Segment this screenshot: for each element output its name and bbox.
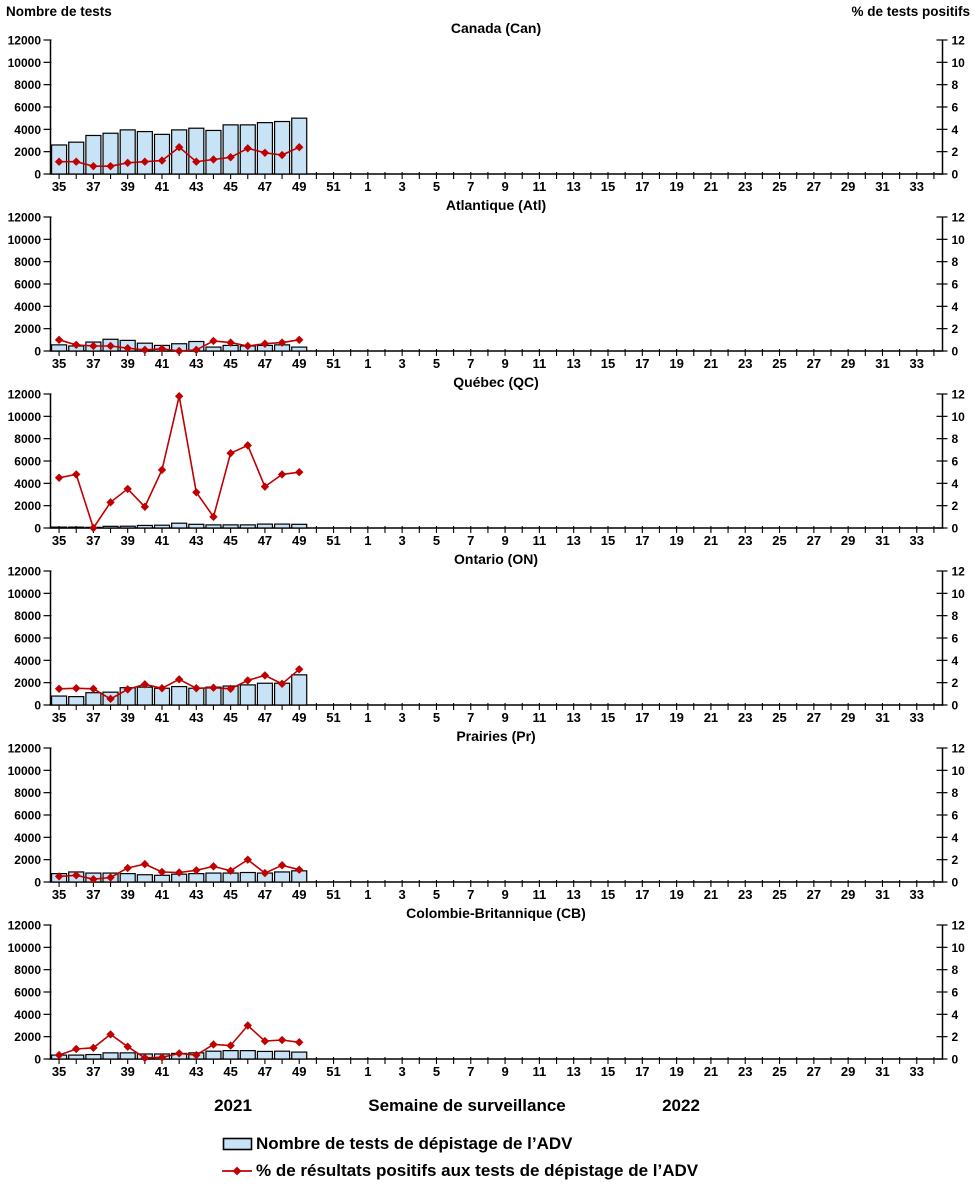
tests-bars [52,523,307,528]
svg-text:10: 10 [951,55,965,70]
svg-text:29: 29 [840,179,856,194]
svg-text:51: 51 [326,179,341,194]
svg-text:19: 19 [669,356,684,371]
svg-text:8000: 8000 [14,255,41,270]
svg-text:39: 39 [120,533,135,548]
svg-text:29: 29 [840,356,856,371]
svg-text:51: 51 [326,887,341,902]
svg-text:17: 17 [635,179,650,194]
svg-text:9: 9 [501,887,509,902]
year-label-2021: 2021 [214,1096,252,1115]
svg-text:6000: 6000 [14,808,41,823]
svg-text:0: 0 [34,698,41,713]
svg-text:21: 21 [703,1064,719,1079]
svg-text:11: 11 [532,1064,547,1079]
svg-text:31: 31 [875,710,890,725]
panel-prairies-pr [8,728,966,902]
svg-text:12000: 12000 [7,387,41,402]
svg-text:19: 19 [669,1064,684,1079]
svg-text:41: 41 [154,710,170,725]
svg-text:8: 8 [951,786,959,801]
svg-text:43: 43 [189,1064,204,1079]
svg-text:8: 8 [951,432,959,447]
svg-text:43: 43 [189,887,204,902]
svg-text:37: 37 [86,356,101,371]
svg-text:31: 31 [875,1064,890,1079]
svg-text:12: 12 [951,918,965,933]
svg-text:35: 35 [51,356,67,371]
svg-text:27: 27 [806,887,822,902]
svg-text:12: 12 [951,564,965,579]
svg-text:5: 5 [432,710,441,725]
svg-text:12: 12 [951,387,965,402]
svg-text:45: 45 [223,179,238,194]
svg-text:6000: 6000 [14,454,41,469]
svg-text:23: 23 [737,179,753,194]
panel-title: Atlantique (Atl) [445,197,547,213]
svg-text:45: 45 [223,887,238,902]
svg-text:29: 29 [840,710,856,725]
svg-text:6000: 6000 [14,985,41,1000]
svg-text:0: 0 [951,344,959,359]
svg-text:6000: 6000 [14,100,41,115]
svg-text:35: 35 [51,887,67,902]
svg-text:4000: 4000 [14,653,41,668]
svg-text:2000: 2000 [14,1030,41,1045]
svg-text:2000: 2000 [14,853,41,868]
svg-text:0: 0 [951,875,959,890]
svg-text:1: 1 [364,1064,372,1079]
svg-text:3: 3 [398,533,406,548]
svg-text:2000: 2000 [14,322,41,337]
svg-text:49: 49 [291,356,307,371]
svg-text:19: 19 [669,533,684,548]
svg-text:2000: 2000 [14,499,41,514]
svg-text:31: 31 [875,356,890,371]
svg-text:8000: 8000 [14,786,41,801]
svg-text:12: 12 [951,210,965,225]
svg-text:0: 0 [34,521,41,536]
svg-text:15: 15 [600,179,616,194]
svg-text:3: 3 [398,1064,406,1079]
svg-text:23: 23 [737,1064,753,1079]
svg-text:15: 15 [600,710,616,725]
svg-text:2: 2 [951,676,959,691]
svg-text:11: 11 [532,710,547,725]
svg-text:51: 51 [326,533,341,548]
svg-text:29: 29 [840,1064,856,1079]
svg-text:0: 0 [34,1052,41,1067]
svg-text:19: 19 [669,710,684,725]
svg-text:39: 39 [120,179,135,194]
svg-text:0: 0 [951,1052,959,1067]
svg-text:8000: 8000 [14,78,41,93]
svg-text:0: 0 [34,167,41,182]
svg-text:12000: 12000 [7,741,41,756]
svg-text:13: 13 [566,1064,581,1079]
svg-text:41: 41 [154,887,170,902]
svg-text:7: 7 [467,533,475,548]
svg-text:21: 21 [703,356,719,371]
svg-text:27: 27 [806,710,822,725]
svg-text:19: 19 [669,179,684,194]
svg-text:13: 13 [566,533,581,548]
svg-text:5: 5 [432,533,441,548]
legend-bars-item [222,1132,572,1156]
svg-text:10: 10 [951,763,965,778]
panel-atlantique-atl [8,197,966,371]
svg-text:4000: 4000 [14,122,41,137]
svg-text:13: 13 [566,179,581,194]
svg-text:0: 0 [951,521,959,536]
svg-text:2: 2 [951,499,959,514]
svg-text:2: 2 [951,853,959,868]
svg-text:8000: 8000 [14,432,41,447]
svg-text:45: 45 [223,533,238,548]
svg-text:27: 27 [806,179,822,194]
svg-text:12: 12 [951,33,965,48]
svg-text:8: 8 [951,78,959,93]
svg-text:33: 33 [909,179,925,194]
svg-text:33: 33 [909,710,925,725]
svg-text:27: 27 [806,356,822,371]
svg-text:25: 25 [772,887,787,902]
svg-text:21: 21 [703,179,719,194]
svg-text:0: 0 [34,344,41,359]
svg-text:33: 33 [909,356,925,371]
svg-text:47: 47 [257,356,273,371]
svg-text:8: 8 [951,963,959,978]
svg-text:4000: 4000 [14,1007,41,1022]
svg-text:47: 47 [257,1064,273,1079]
svg-text:4: 4 [951,1007,959,1022]
svg-text:21: 21 [703,533,719,548]
svg-text:45: 45 [223,356,238,371]
svg-text:37: 37 [86,179,101,194]
svg-text:1: 1 [364,179,372,194]
svg-text:41: 41 [154,1064,170,1079]
svg-text:35: 35 [51,1064,67,1079]
panel-ontario-on [8,551,966,725]
svg-text:31: 31 [875,887,890,902]
svg-text:49: 49 [291,179,307,194]
panel-title: Prairies (Pr) [456,728,536,744]
svg-text:37: 37 [86,533,101,548]
svg-text:37: 37 [86,887,101,902]
panel-title: Québec (QC) [453,374,539,390]
svg-text:1: 1 [364,533,372,548]
panel-canada-can [8,20,966,194]
svg-text:23: 23 [737,887,753,902]
svg-text:15: 15 [600,356,616,371]
svg-text:3: 3 [398,710,406,725]
svg-text:37: 37 [86,710,101,725]
svg-text:35: 35 [51,533,67,548]
svg-text:12000: 12000 [7,564,41,579]
svg-text:10000: 10000 [7,586,41,601]
svg-text:49: 49 [291,710,307,725]
svg-text:0: 0 [951,698,959,713]
svg-text:49: 49 [291,887,307,902]
svg-text:49: 49 [291,533,307,548]
svg-text:39: 39 [120,710,135,725]
svg-text:11: 11 [532,179,547,194]
panel-title: Colombie-Britannique (CB) [406,905,586,921]
svg-text:4: 4 [951,830,959,845]
svg-text:8000: 8000 [14,963,41,978]
svg-text:0: 0 [951,167,959,182]
svg-text:31: 31 [875,533,890,548]
svg-text:17: 17 [635,710,650,725]
svg-text:2000: 2000 [14,145,41,160]
svg-text:41: 41 [154,533,170,548]
svg-text:8: 8 [951,609,959,624]
svg-text:27: 27 [806,1064,822,1079]
svg-text:25: 25 [772,179,787,194]
svg-text:12000: 12000 [7,33,41,48]
svg-text:29: 29 [840,887,856,902]
svg-text:10: 10 [951,409,965,424]
svg-text:29: 29 [840,533,856,548]
svg-text:25: 25 [772,356,787,371]
legend-line-item [222,1159,698,1183]
svg-text:12: 12 [951,741,965,756]
svg-text:2: 2 [951,1030,959,1045]
svg-text:10000: 10000 [7,763,41,778]
svg-text:1: 1 [364,887,372,902]
svg-text:4: 4 [951,476,959,491]
svg-text:47: 47 [257,533,273,548]
svg-text:13: 13 [566,710,581,725]
svg-text:3: 3 [398,356,406,371]
svg-text:39: 39 [120,356,135,371]
svg-text:6: 6 [951,808,959,823]
svg-text:45: 45 [223,710,238,725]
svg-text:4000: 4000 [14,476,41,491]
svg-text:6: 6 [951,985,959,1000]
svg-text:2000: 2000 [14,676,41,691]
svg-text:3: 3 [398,887,406,902]
svg-text:4: 4 [951,299,959,314]
svg-text:8000: 8000 [14,609,41,624]
svg-text:7: 7 [467,356,475,371]
right-axis-header-label: % de tests positifs [851,4,970,19]
svg-text:47: 47 [257,887,273,902]
svg-text:7: 7 [467,887,475,902]
legend-line-label: % de résultats positifs aux tests de dépistage de l’ADV [256,1161,699,1180]
svg-text:43: 43 [189,710,204,725]
svg-text:7: 7 [467,179,475,194]
svg-text:6000: 6000 [14,631,41,646]
bar-swatch-icon [222,1136,254,1152]
svg-text:41: 41 [154,356,170,371]
svg-text:39: 39 [120,887,135,902]
svg-text:1: 1 [364,710,372,725]
svg-text:13: 13 [566,887,581,902]
svg-text:17: 17 [635,356,650,371]
svg-text:43: 43 [189,356,204,371]
svg-text:49: 49 [291,1064,307,1079]
svg-text:15: 15 [600,533,616,548]
left-axis-header-label: Nombre de tests [6,4,112,19]
svg-text:23: 23 [737,533,753,548]
panel-colombie-britannique-cb [8,905,966,1079]
svg-text:25: 25 [772,1064,787,1079]
panel-quebec-qc [8,374,966,548]
svg-text:21: 21 [703,887,719,902]
svg-text:15: 15 [600,1064,616,1079]
svg-text:9: 9 [501,710,509,725]
svg-text:6: 6 [951,100,959,115]
svg-text:51: 51 [326,356,341,371]
svg-text:0: 0 [34,875,41,890]
svg-text:10000: 10000 [7,940,41,955]
svg-text:7: 7 [467,1064,475,1079]
svg-text:17: 17 [635,1064,650,1079]
svg-text:43: 43 [189,179,204,194]
positivity-line [55,392,304,532]
line-marker-icon [222,1163,254,1179]
svg-text:4000: 4000 [14,830,41,845]
svg-text:33: 33 [909,1064,925,1079]
legend-bars-label: Nombre de tests de dépistage de l’ADV [256,1134,573,1153]
svg-text:10000: 10000 [7,55,41,70]
svg-text:45: 45 [223,1064,238,1079]
svg-text:1: 1 [364,356,372,371]
svg-text:9: 9 [501,356,509,371]
svg-text:17: 17 [635,887,650,902]
svg-text:15: 15 [600,887,616,902]
svg-text:25: 25 [772,710,787,725]
svg-text:13: 13 [566,356,581,371]
svg-text:43: 43 [189,533,204,548]
svg-text:10000: 10000 [7,409,41,424]
svg-text:25: 25 [772,533,787,548]
svg-text:35: 35 [51,179,67,194]
svg-text:37: 37 [86,1064,101,1079]
svg-text:19: 19 [669,887,684,902]
svg-text:5: 5 [432,1064,441,1079]
svg-text:47: 47 [257,710,273,725]
svg-text:6: 6 [951,277,959,292]
svg-text:2: 2 [951,322,959,337]
svg-text:6: 6 [951,454,959,469]
svg-text:27: 27 [806,533,822,548]
svg-text:39: 39 [120,1064,135,1079]
year-label-2022: 2022 [662,1096,700,1115]
svg-text:51: 51 [326,1064,341,1079]
svg-text:9: 9 [501,179,509,194]
svg-text:6000: 6000 [14,277,41,292]
svg-text:11: 11 [532,887,547,902]
svg-text:8: 8 [951,255,959,270]
svg-text:23: 23 [737,356,753,371]
svg-text:12000: 12000 [7,210,41,225]
svg-text:6: 6 [951,631,959,646]
svg-text:23: 23 [737,710,753,725]
svg-text:12000: 12000 [7,918,41,933]
svg-text:5: 5 [432,179,441,194]
svg-text:4000: 4000 [14,299,41,314]
svg-text:10: 10 [951,940,965,955]
svg-text:21: 21 [703,710,719,725]
svg-text:11: 11 [532,356,547,371]
svg-text:3: 3 [398,179,406,194]
panel-title: Canada (Can) [450,20,542,36]
svg-text:10000: 10000 [7,232,41,247]
svg-text:5: 5 [432,887,441,902]
svg-text:10: 10 [951,586,965,601]
svg-text:9: 9 [501,1064,509,1079]
x-axis-title: Semaine de surveillance [368,1096,566,1115]
svg-text:31: 31 [875,179,890,194]
svg-text:10: 10 [951,232,965,247]
svg-text:11: 11 [532,533,547,548]
svg-text:7: 7 [467,710,475,725]
svg-text:17: 17 [635,533,650,548]
svg-text:5: 5 [432,356,441,371]
svg-text:2: 2 [951,145,959,160]
svg-text:4: 4 [951,653,959,668]
svg-text:33: 33 [909,887,925,902]
svg-text:35: 35 [51,710,67,725]
svg-text:51: 51 [326,710,341,725]
svg-text:9: 9 [501,533,509,548]
svg-text:4: 4 [951,122,959,137]
svg-text:33: 33 [909,533,925,548]
panel-title: Ontario (ON) [454,551,538,567]
svg-text:41: 41 [154,179,170,194]
svg-text:47: 47 [257,179,273,194]
